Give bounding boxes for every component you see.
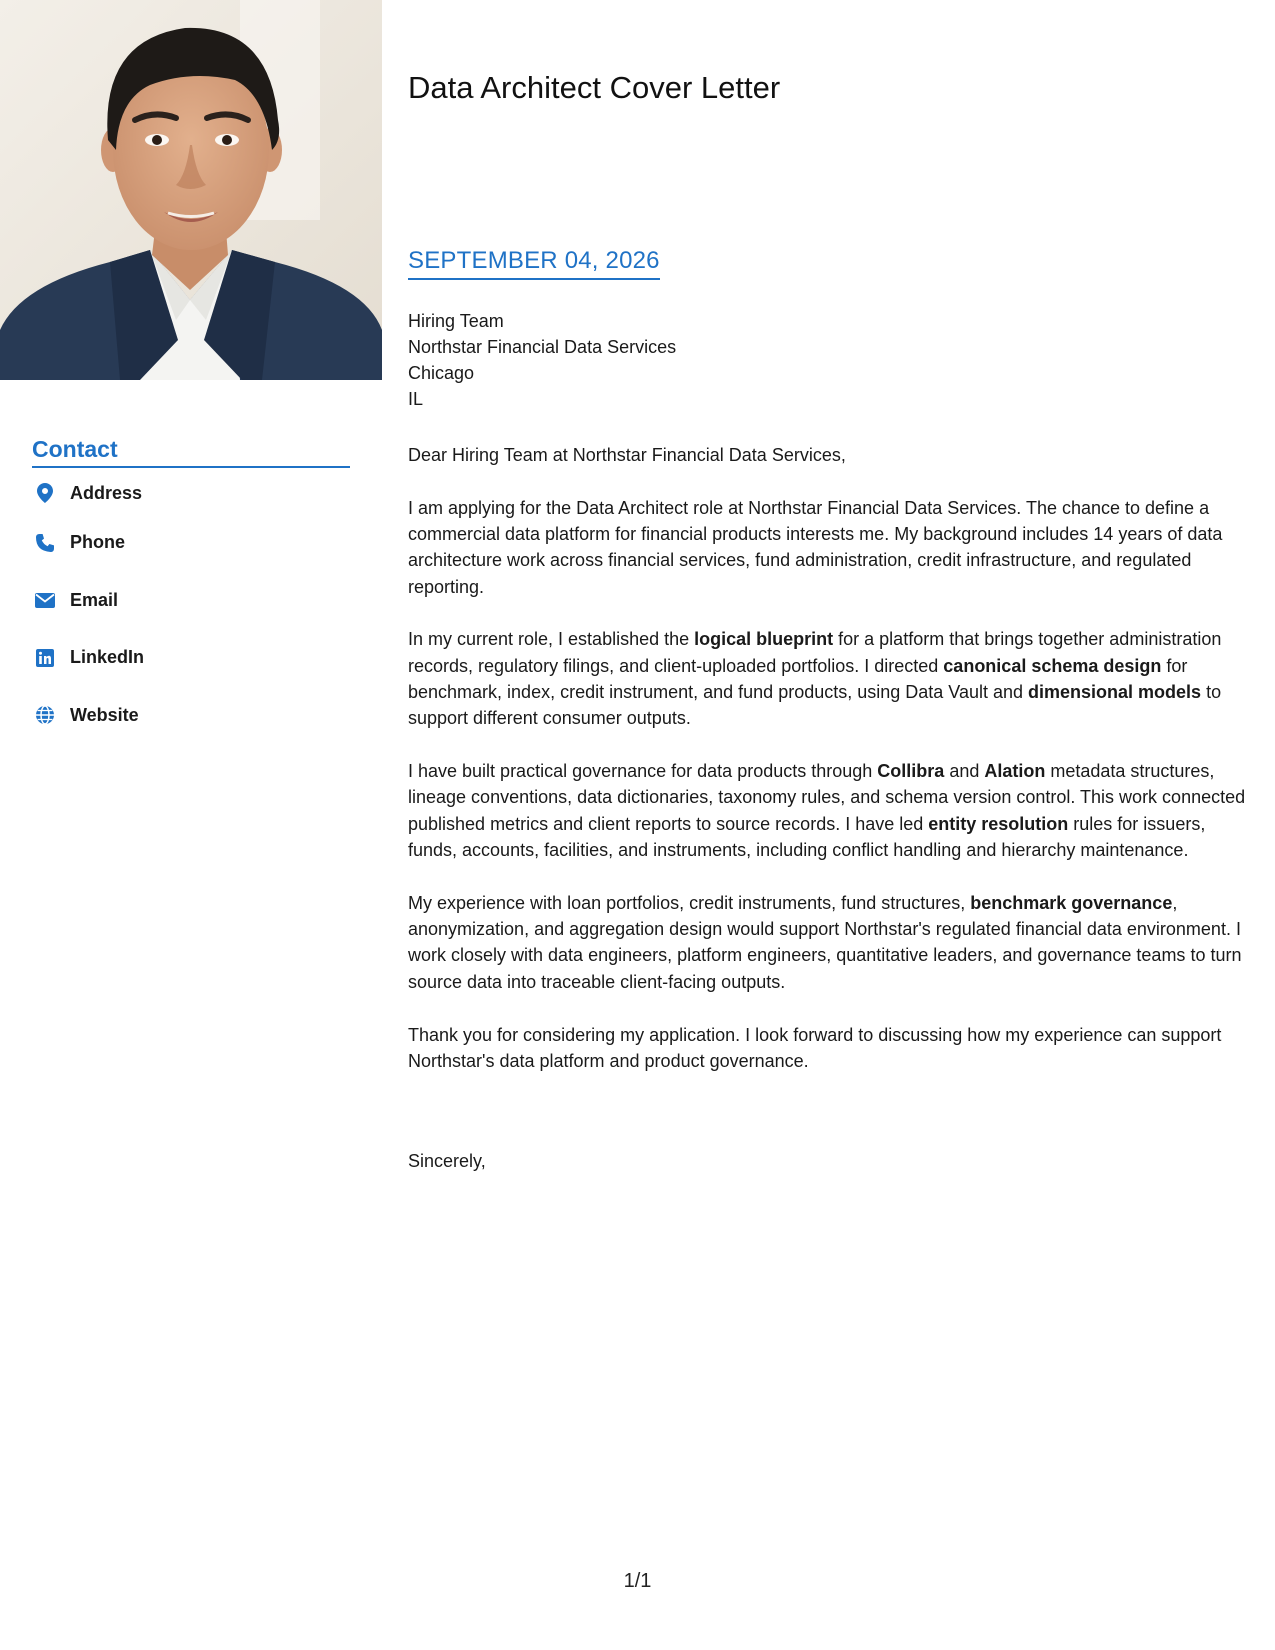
contact-item-website[interactable] (32, 687, 350, 745)
paragraph-emphasis: logical blueprint (694, 629, 834, 650)
paragraph-text: , anonymization, and aggregation design would support Northstar's regulated financial data environment. I work closely with data engineers, platform engineers, quantitative leaders, and governance teams to turn source data into traceable client-facing outputs. (408, 892, 1242, 992)
contact-section (32, 436, 350, 744)
contact-item-linkedin[interactable] (32, 629, 350, 687)
recipient-line: Hiring Team (408, 311, 504, 331)
recipient-line: IL (408, 389, 424, 409)
page-number: 1/1 (623, 1570, 652, 1592)
contact-label-linkedin: LinkedIn (70, 647, 145, 668)
contact-item-phone[interactable] (32, 514, 350, 572)
contact-item-address[interactable] (32, 468, 350, 514)
paragraph-emphasis: Alation (984, 761, 1046, 782)
letter-paragraph (408, 1022, 1253, 1075)
paragraph-text: for benchmark, index, credit instrument, and fund products, using Data Vault and (408, 655, 1188, 703)
paragraph-text: My experience with loan portfolios, credit instruments, fund structures, (408, 892, 971, 913)
contact-label-website: Website (70, 704, 139, 725)
recipient-block (408, 308, 676, 412)
linkedin-icon (34, 647, 56, 669)
letter-paragraph (408, 495, 1253, 600)
sidebar (0, 0, 382, 1650)
phone-icon (34, 532, 56, 554)
paragraph-text: I have built practical governance for data products through (408, 761, 878, 782)
map-pin-icon (34, 482, 56, 504)
contact-heading: Contact (32, 436, 350, 468)
paragraph-emphasis: Collibra (877, 761, 945, 782)
paragraph-text: rules for issuers, funds, accounts, facilities, and instruments, including conflict handling and hierarchy maintenance. (408, 813, 1206, 861)
paragraph-emphasis: entity resolution (928, 813, 1069, 834)
salutation: Dear Hiring Team at Northstar Financial Data Services, (408, 445, 846, 465)
letter-paragraph (408, 890, 1253, 995)
recipient-line: Chicago (408, 363, 475, 383)
paragraph-emphasis: benchmark governance (970, 892, 1173, 913)
page-title: Data Architect Cover Letter (408, 70, 781, 105)
paragraph-text: for a platform that brings together administration records, regulatory filings, and client-uploaded portfolios. I directed (408, 629, 1222, 676)
letter-paragraph (408, 758, 1253, 863)
paragraph-text: In my current role, I established the (408, 629, 695, 650)
contact-label-phone: Phone (70, 532, 126, 553)
globe-icon (34, 704, 56, 726)
envelope-icon (34, 589, 56, 611)
paragraph-emphasis: dimensional models (1028, 682, 1202, 703)
contact-list (32, 468, 350, 744)
paragraph-text: and (944, 761, 985, 782)
letter-paragraph (408, 626, 1253, 731)
profile-photo-illustration (0, 0, 382, 380)
contact-label-email: Email (70, 589, 119, 610)
paragraph-text: Thank you for considering my application. I look forward to discussing how my experience can support Northstar's data platform and product governance. (408, 1024, 1222, 1071)
recipient-line: Northstar Financial Data Services (408, 337, 677, 357)
paragraph-emphasis: canonical schema design (943, 655, 1162, 676)
paragraph-text: I am applying for the Data Architect role at Northstar Financial Data Services. The chance to define a commercial data platform for financial products interests me. My background includes 14 years of data architecture work across financial services, fund administration, credit infrastructure, and regulated reporting. (408, 497, 1223, 597)
contact-label-address: Address (70, 483, 143, 503)
letter-closing: Sincerely, (408, 1151, 486, 1171)
contact-item-email[interactable] (32, 572, 350, 630)
paragraph-text: to support different consumer outputs. (408, 682, 1222, 729)
letter-body (408, 442, 1253, 1101)
letter-date: SEPTEMBER 04, 2026 (408, 247, 660, 280)
paragraph-text: metadata structures, lineage conventions, data dictionaries, taxonomy rules, and schema version control. This work connected published metrics and client reports to source records. I have led (408, 761, 1246, 834)
profile-photo (0, 0, 382, 380)
